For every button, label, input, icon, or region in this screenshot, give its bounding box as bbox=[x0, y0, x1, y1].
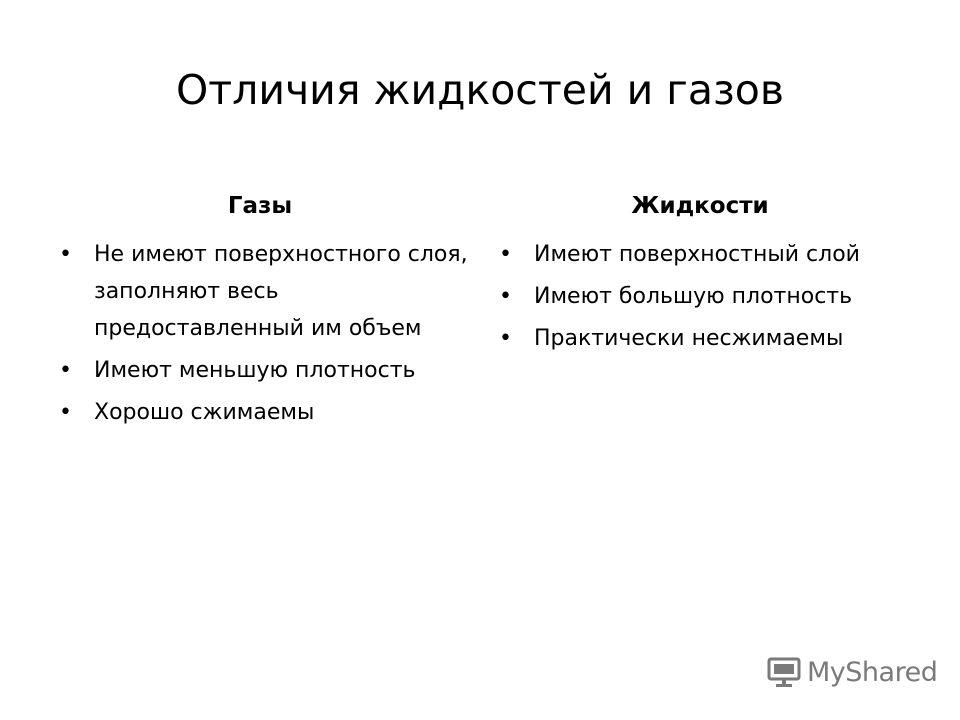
bullet-icon: • bbox=[499, 326, 512, 351]
list-item-text: Имеют большую плотность bbox=[534, 284, 853, 309]
slide-title: Отличия жидкостей и газов bbox=[175, 66, 785, 114]
list-item-text: Не имеют поверхностного слоя, заполняют весь предоставленный им объем bbox=[94, 242, 468, 341]
column-heading-liquids: Жидкости bbox=[631, 193, 769, 219]
list-item-text: Имеют поверхностный слой bbox=[534, 242, 860, 267]
bullet-icon: • bbox=[499, 242, 512, 267]
gases-bullet-list bbox=[48, 236, 468, 436]
list-item-text: Имеют меньшую плотность bbox=[94, 358, 416, 383]
bullet-icon: • bbox=[59, 400, 72, 425]
list-item bbox=[488, 320, 908, 357]
bullet-icon: • bbox=[499, 284, 512, 309]
list-item-text: Практически несжимаемы bbox=[534, 326, 844, 351]
bullet-icon: • bbox=[59, 242, 72, 267]
watermark-text: MyShared bbox=[807, 656, 938, 688]
watermark-logo[interactable] bbox=[766, 652, 942, 692]
list-item bbox=[48, 236, 468, 347]
bullet-icon: • bbox=[59, 358, 72, 383]
presentation-screen-icon bbox=[766, 654, 802, 690]
list-item bbox=[48, 352, 468, 389]
list-item bbox=[48, 394, 468, 431]
column-heading-gases: Газы bbox=[227, 193, 293, 219]
liquids-bullet-list bbox=[488, 236, 908, 362]
list-item bbox=[488, 236, 908, 273]
list-item bbox=[488, 278, 908, 315]
list-item-text: Хорошо сжимаемы bbox=[94, 400, 315, 425]
